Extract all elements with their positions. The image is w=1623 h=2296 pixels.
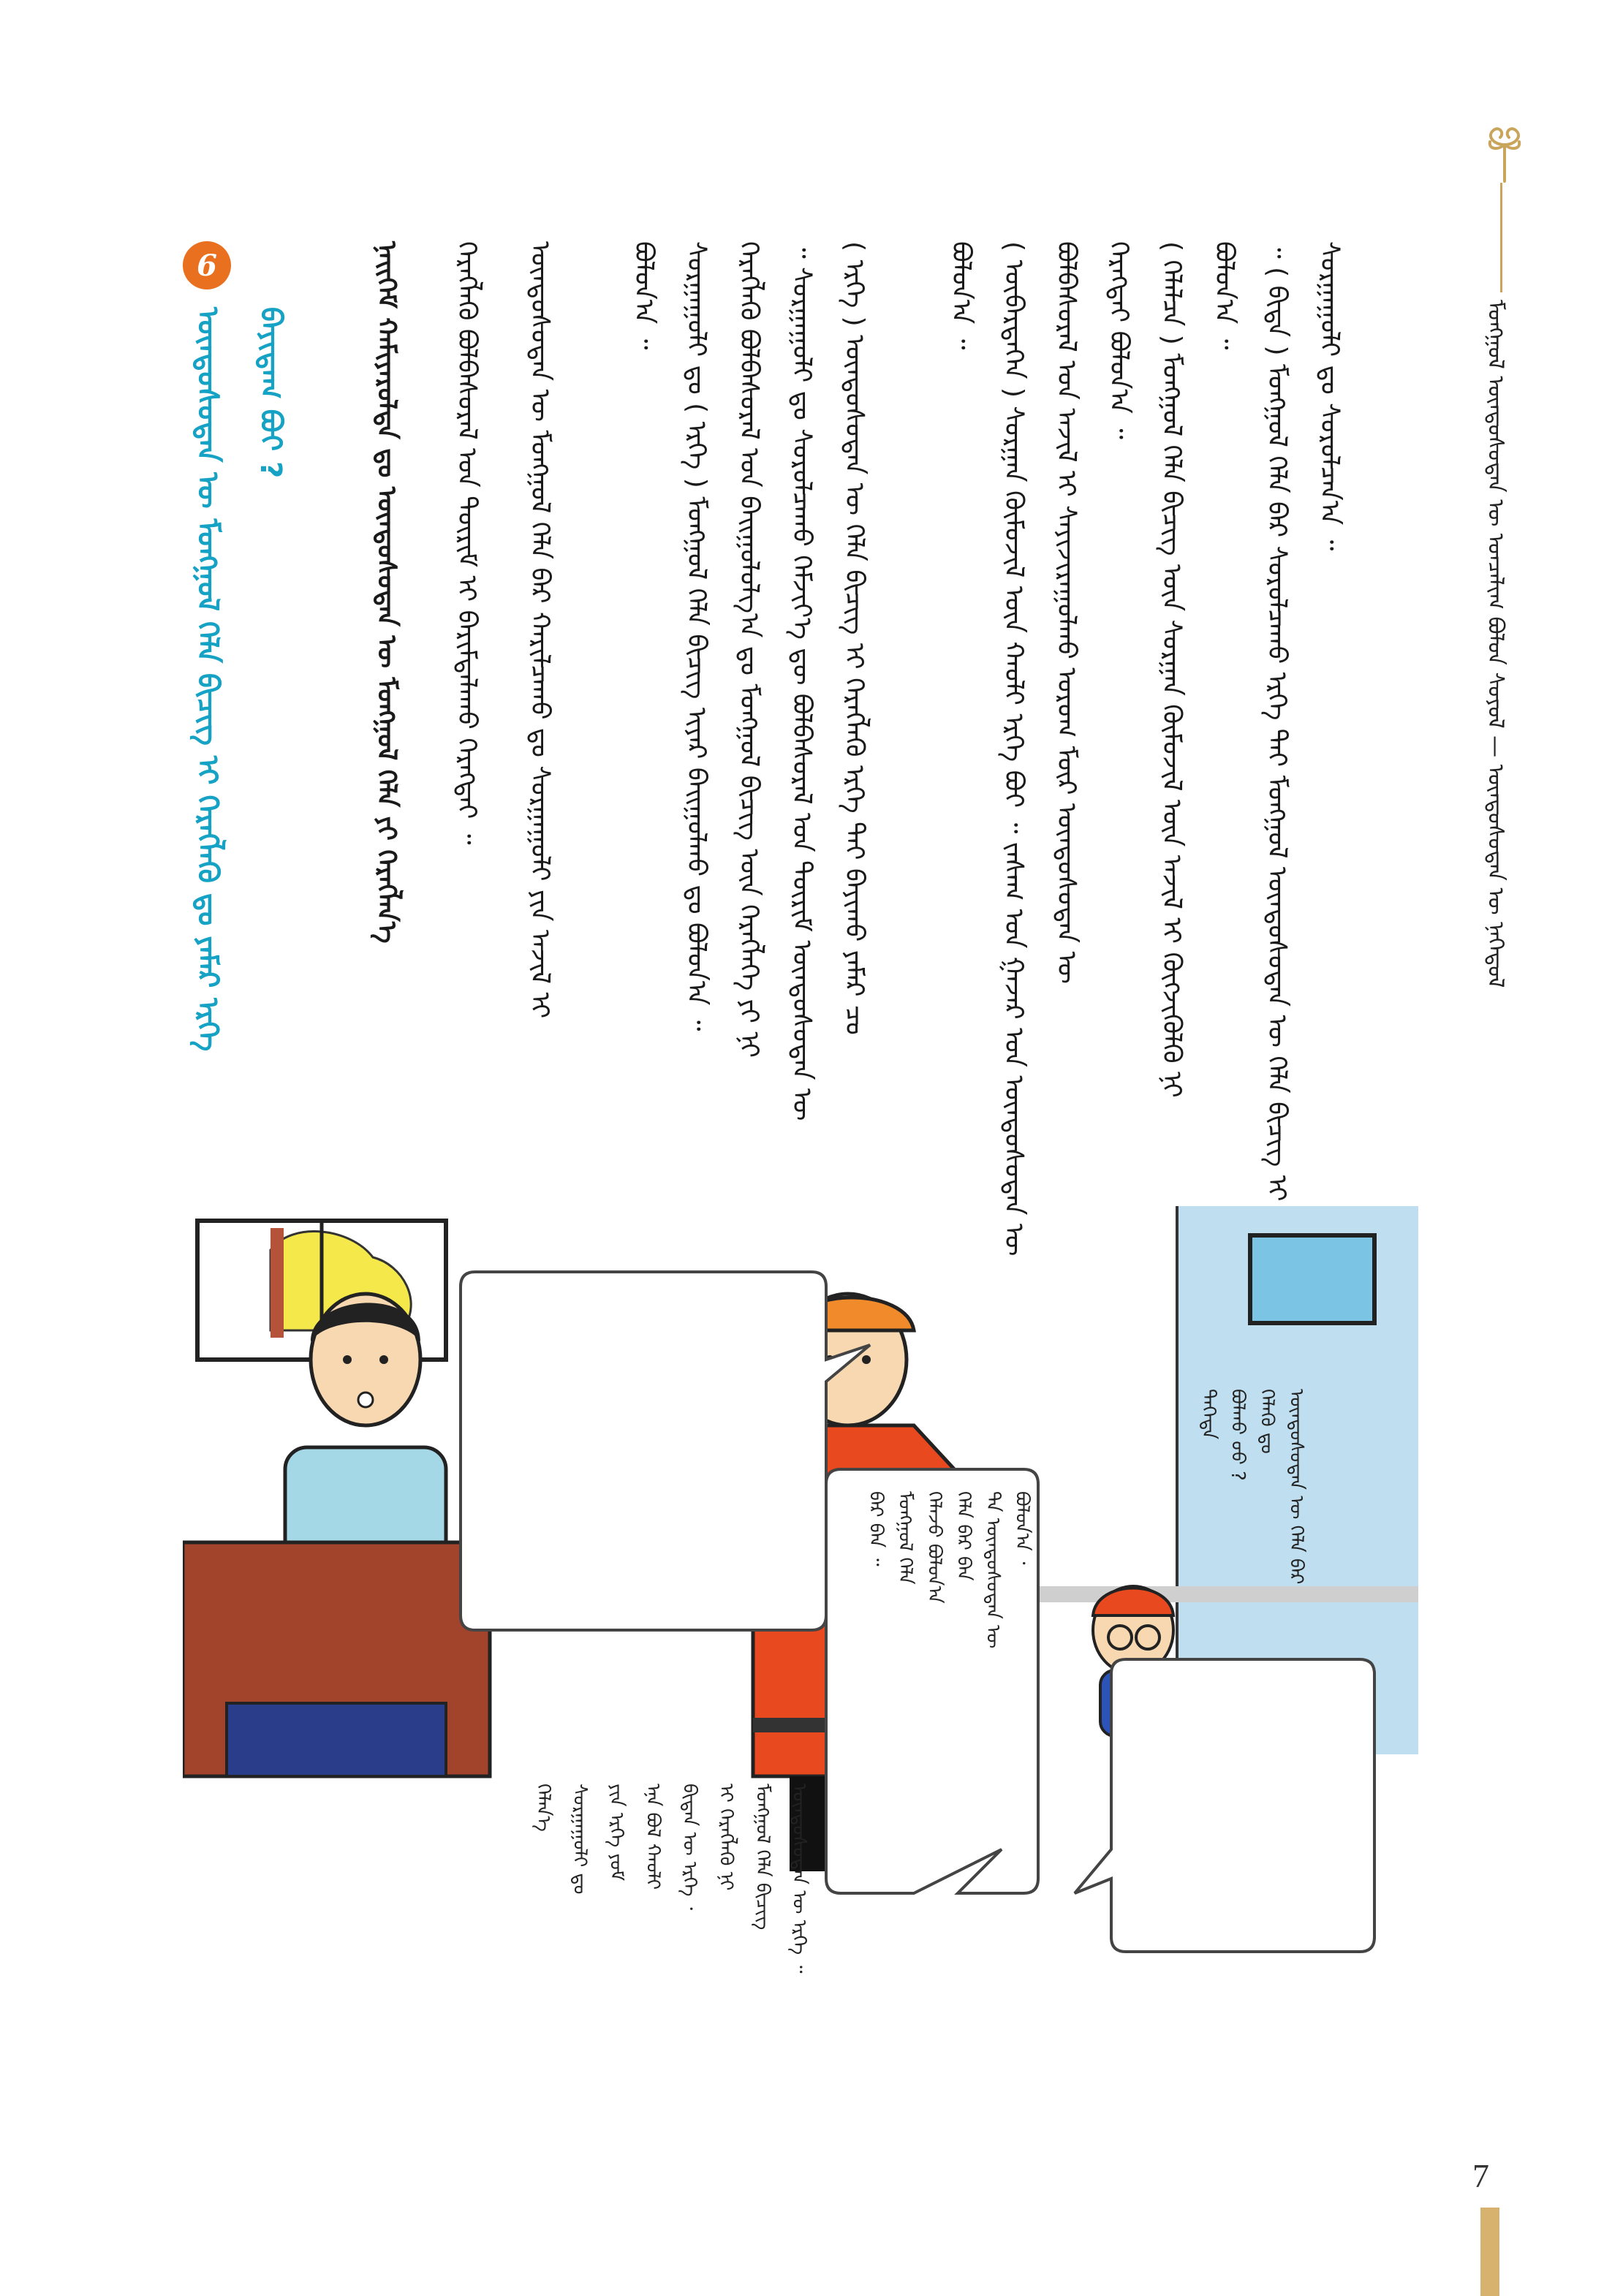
bubble-left-text: ᠮᠣᠩᠭᠣᠯ ᠬᠡᠯᠡ ᠪᠢᠴᠢᠭ [752, 1784, 773, 1931]
text-line: ᠃ ᠰᠤᠷᠭᠠᠭᠤᠯᠢ ᠳᠤ ᠰᠤᠷᠤᠯᠴᠠᠬᠤ ᠬᠡᠮᠵᠢᠶ᠎ᠡ ᠳᠦ ᠪᠣᠯᠪᠠᠰᠤᠷᠠᠯ ᠤᠨ ᠳᠦᠷᠢᠮ ᠦᠨᠳᠦᠰᠦᠲᠡᠨ ᠦ [787, 241, 817, 1121]
bubble-left-text: ᠬᠡᠯᠡᠨ᠎ᠡ [532, 1784, 554, 1832]
text-line: ( ᠥᠪᠡᠷᠲᠡᠭᠡᠨ ) ᠰᠤᠷᠭᠠᠨ ᠬᠦᠮᠦᠵᠢᠯ ᠦᠨ ᠬᠠᠤᠯᠢ ᠡᠷᠬᠡ ᠪᠤᠢ ᠃ ᠵᠠᠰᠠᠭ ᠤᠨ ᠭᠠᠵᠠᠷ ᠤᠨ ᠦᠨᠳᠦᠰᠦᠲᠡᠨ ᠦ [999, 241, 1029, 1257]
running-head: ᠮᠣᠩᠭᠣᠯ ᠦᠨᠳᠦᠰᠦᠲᠡᠨ ᠦ ᠣᠨᠴᠠᠯᠢᠭ ᠪᠣᠯᠤᠨ ᠰᠣᠶᠣᠯ — ᠦᠨᠳᠦᠰᠦᠲᠡᠨ ᠦ ᠨᠡᠭᠡᠳᠦᠯ [1483, 300, 1508, 988]
bubble-right-text: ᠲᠡᠭᠡᠳᠡ [1198, 1389, 1219, 1440]
footer-accent-bar [1480, 2208, 1499, 2296]
text-line: ᠪᠣᠯᠪᠠᠰᠤᠷᠠᠯ ᠤᠨ ᠠᠵᠢᠯ ᠢ ᠰᠠᠶᠢᠵᠢᠷᠠᠭᠤᠯᠬᠤ ᠤᠷᠤᠭ ᠮᠥᠷ ᠦᠨᠳᠦᠰᠦᠲᠡᠨ ᠦ [1051, 241, 1081, 984]
text-line: ᠨᠡᠢᠭᠡᠮ ᠬᠠᠮᠢᠶᠠᠷᠤᠯᠲᠠ ᠳᠤ ᠦᠨᠳᠦᠰᠦᠲᠡᠨ ᠦ ᠮᠣᠩᠭᠣᠯ ᠬᠡᠯᠡ ᠶᠢ ᠬᠡᠷᠡᠭᠯᠡᠨ᠎ᠡ [371, 241, 401, 944]
text-line: ᠃ ( ᠪᠢᠳᠡ ) ᠮᠣᠩᠭᠣᠯ ᠬᠡᠯᠡ ᠪᠡᠷ ᠰᠤᠷᠤᠯᠴᠠᠬᠤ ᠡᠷᠬᠡ ᠲᠡᠢ ᠮᠣᠩᠭᠣᠯ ᠦᠨᠳᠦᠰᠦᠲᠡᠨ ᠦ ᠬᠡᠯᠡ ᠪᠢᠴᠢᠭ ᠢ [1262, 241, 1292, 1202]
trousers [227, 1703, 446, 1776]
section-number-badge: 6 [183, 241, 231, 289]
text-line: ᠬᠡᠷᠡᠭᠲᠡᠢ ᠪᠣᠯᠤᠨ᠎ᠠ ᠃ [1104, 241, 1134, 439]
text-line: ( ᠡᠷᠬᠡ ) ᠦᠨᠳᠦᠰᠦᠲᠡᠨ ᠦ ᠬᠡᠯᠡ ᠪᠢᠴᠢᠭ ᠢ ᠬᠡᠷᠡᠭᠯᠡᠬᠦ ᠡᠷᠬᠡ ᠲᠡᠢ ᠪᠠᠶᠢᠬᠤ ᠶᠠᠮᠠᠷ ᠴᠤ [839, 241, 869, 1035]
wall-picture-frame [1250, 1235, 1374, 1323]
bubble-right-text: ᠦᠨᠳᠦᠰᠦᠲᠡᠨ ᠦ ᠬᠡᠯᠡ ᠪᠡᠷ [1285, 1389, 1307, 1585]
text-line: ᠪᠣᠯᠤᠨ᠎ᠠ ᠃ [1209, 241, 1239, 350]
bubble-middle-text: ᠲᠠ ᠦᠨᠳᠦᠰᠦᠲᠡᠨ ᠦ [982, 1491, 1004, 1649]
bubble-middle-text: ᠬᠡᠯᠡ ᠪᠡᠷ ᠪᠠᠨ [953, 1491, 975, 1581]
text-line: ᠰᠤᠷᠭᠠᠭᠤᠯᠢ ᠳᠤ ( ᠡᠷᠬᠡ ) ᠮᠣᠩᠭᠣᠯ ᠬᠡᠯᠡ ᠪᠢᠴᠢᠭ ᠢᠶᠡᠷ ᠪᠠᠢᠭᠤᠯᠬᠤ ᠳᠤ ᠪᠣᠯᠤᠨ᠎ᠠ ᠃ [681, 241, 711, 1031]
bubble-right-text: ᠬᠡᠯᠡᠬᠦ ᠳᠤ [1256, 1389, 1278, 1454]
text-line: ᠦᠨᠳᠦᠰᠦᠲᠡᠨ ᠦ ᠮᠣᠩᠭᠣᠯ ᠬᠡᠯᠡ ᠪᠡᠷ ᠬᠠᠷᠢᠯᠴᠠᠬᠤ ᠳᠤ ᠰᠤᠷᠭᠠᠭᠤᠯᠢ ᠶᠢᠨ ᠠᠵᠢᠯ ᠢ [525, 241, 555, 1019]
text-line: ᠪᠣᠯᠤᠨ᠎ᠠ ᠃ [946, 241, 976, 350]
bubble-middle-text: ᠮᠣᠩᠭᠣᠯ ᠬᠡᠯᠡ [894, 1491, 916, 1585]
section-heading-line: ᠦᠨᠳᠦᠰᠦᠲᠡᠨ ᠦ ᠮᠣᠩᠭᠣᠯ ᠬᠡᠯᠡ ᠪᠢᠴᠢᠭ ᠢ ᠬᠡᠷᠡᠭᠯᠡᠬᠦ ᠳᠤ ᠶᠠᠮᠠᠷ ᠡᠷᠬᠡ [191, 307, 224, 1052]
page-number: 7 [1472, 2157, 1489, 2194]
bubble-left-text: ᠰᠤᠷᠭᠠᠭᠤᠯᠢ ᠳᠤ [569, 1784, 591, 1895]
bubble-left-text: ᠪᠢᠳᠡᠨ ᠦ ᠡᠷᠬᠡ ᠂ [678, 1784, 700, 1911]
speech-bubble-right [1075, 1659, 1374, 1952]
section-heading-line: ᠪᠠᠶᠢᠳᠠᠭ ᠪᠤᠢ ? [254, 307, 287, 479]
bubble-left-text: ᠢ ᠬᠡᠷᠡᠭᠯᠡᠬᠦ ᠨᠢ [715, 1784, 737, 1891]
speech-bubble-left [461, 1272, 870, 1630]
bubble-middle-text: ᠪᠣᠯᠣᠨ᠎ᠠ ᠂ [1011, 1491, 1033, 1565]
header-rule [1500, 183, 1502, 292]
bubble-middle-text: ᠪᠡᠷ ᠪᠠᠨ ᠃ [865, 1491, 887, 1566]
bubble-left-text: ᠶᠢᠨ ᠡᠷᠬᠡ ᠶᠤᠮ [605, 1784, 627, 1882]
bubble-middle-text: ᠬᠡᠯᠡᠵᠦ ᠪᠣᠯᠣᠨ᠎ᠠ [923, 1491, 945, 1604]
text-line: ᠪᠣᠯᠤᠨ᠎ᠠ ᠃ [629, 241, 659, 350]
header-ornament [1475, 123, 1534, 189]
bubble-left-text: ᠦᠨᠳᠦᠰᠦᠲᠡᠨ ᠦ ᠡᠷᠬᠡ ᠃ [788, 1784, 810, 1974]
bubble-right-text: ᠪᠣᠯᠬᠤ ᠤᠤ ? [1227, 1389, 1249, 1481]
bubble-left-text: ᠡᠨᠡ ᠪᠣᠯ ᠬᠠᠤᠯᠢ [642, 1784, 664, 1890]
text-line: ᠰᠤᠷᠭᠠᠭᠤᠯᠢ ᠳᠤ ᠰᠤᠷᠤᠯᠴᠠᠨ᠎ᠠ ᠃ [1314, 241, 1344, 551]
text-line: ᠬᠡᠷᠡᠭᠯᠡᠬᠦ ᠪᠣᠯᠪᠠᠰᠤᠷᠠᠯ ᠤᠨ ᠪᠠᠢᠭᠤᠯᠤᠯᠭ᠎ᠠ ᠳᠤ ᠮᠣᠩᠭᠣᠯ ᠪᠢᠴᠢᠭ ᠦᠨ ᠬᠡᠷᠡᠭᠯᠡᠭᠡ ᠶᠢ ᠨᠢ [734, 241, 764, 1058]
text-line: ᠬᠡᠷᠡᠭᠯᠡᠬᠦ ᠪᠣᠯᠪᠠᠰᠤᠷᠠᠯ ᠤᠨ ᠳᠦᠷᠢᠮ ᠢ ᠪᠠᠷᠢᠮᠲᠠᠯᠠᠬᠤ ᠬᠡᠷᠡᠭᠲᠡᠢ ᠃ [452, 241, 482, 845]
text-line: ( ᠬᠡᠯᠡᠯᠴᠡ ) ᠮᠣᠩᠭᠣᠯ ᠬᠡᠯᠡ ᠪᠢᠴᠢᠭ ᠦᠨ ᠰᠤᠷᠭᠠᠨ ᠬᠦᠮᠦᠵᠢᠯ ᠦᠨ ᠠᠵᠢᠯ ᠢ ᠬᠦᠭᠵᠢᠭᠦᠯᠬᠦ ᠨᠢ [1157, 241, 1187, 1098]
